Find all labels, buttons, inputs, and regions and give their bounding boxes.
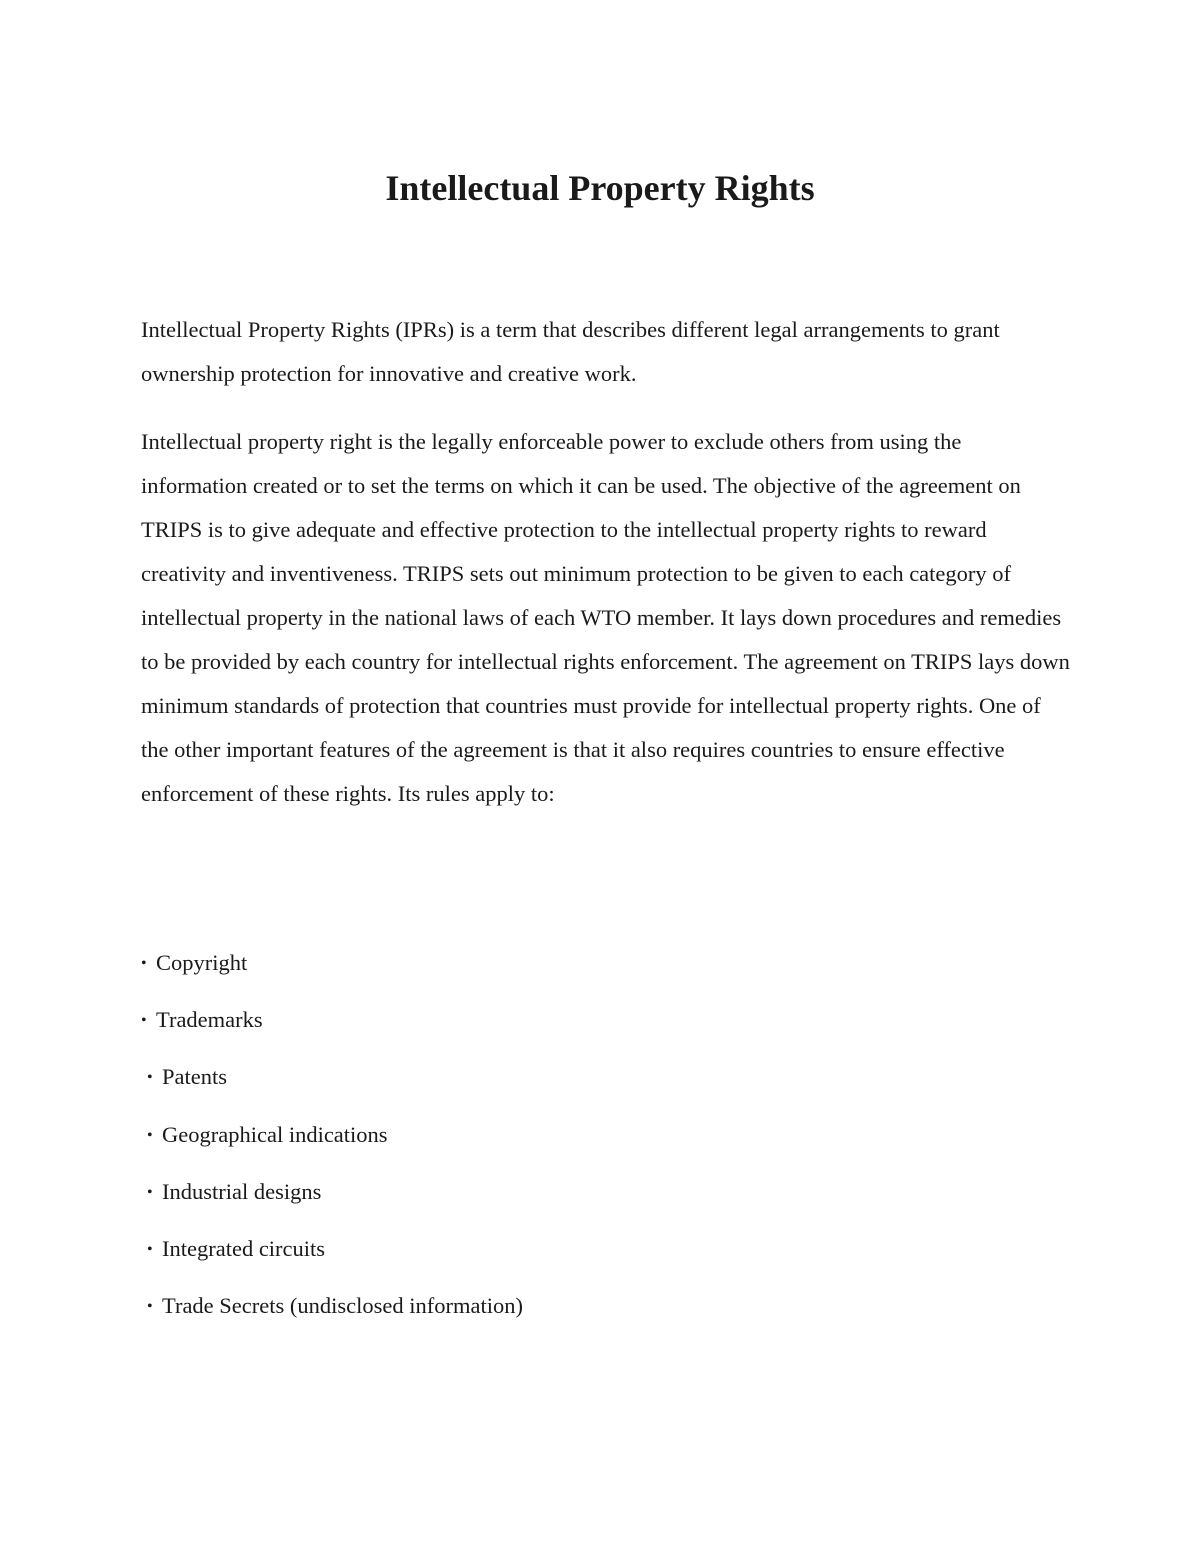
- list-item-label: Trade Secrets (undisclosed information): [162, 1293, 523, 1319]
- bullet-icon: •: [141, 1012, 147, 1030]
- list-item-label: Patents: [162, 1064, 227, 1090]
- trips-paragraph: Intellectual property right is the legally enforceable power to exclude others from using the information created or to set the terms on which it can be used. The objective of the agreement on TRIPS is to give adequate and effective protection to the intellectual property rights to reward creativity and inventiveness. TRIPS sets out minimum protection to be given to each category of intellectual property in the national laws of each WTO member. It lays down procedures and remedies to be provided by each country for intellectual rights enforcement. The agreement on TRIPS lays down minimum standards of protection that countries must provide for intellectual property rights. One of the other important features of the agreement is that it also requires countries to ensure effective enforcement of these rights. Its rules apply to:: [141, 429, 1070, 806]
- bullet-icon: •: [147, 1183, 153, 1201]
- list-item: [141, 1116, 523, 1173]
- bullet-icon: •: [147, 1240, 153, 1258]
- document-title: Intellectual Property Rights: [385, 168, 815, 208]
- list-item-label: Copyright: [156, 950, 248, 975]
- list-item: [141, 1058, 523, 1115]
- ip-categories-list: [141, 944, 523, 1344]
- list-item-label: Geographical indications: [162, 1121, 388, 1147]
- list-item: [141, 1173, 523, 1230]
- list-item-label: Trademarks: [156, 1007, 263, 1033]
- intro-paragraph: Intellectual Property Rights (IPRs) is a term that describes different legal arrangements to grant ownership protection for innovative and creative work.: [141, 317, 1000, 386]
- bullet-icon: •: [147, 1069, 153, 1087]
- list-item: [141, 1230, 523, 1287]
- list-item: [141, 944, 523, 1001]
- bullet-icon: •: [147, 1126, 153, 1144]
- list-item-label: Industrial designs: [162, 1178, 322, 1204]
- list-item: [141, 1001, 523, 1058]
- list-item: [141, 1287, 523, 1344]
- bullet-icon: •: [147, 1298, 153, 1316]
- bullet-icon: •: [141, 955, 147, 972]
- list-item-label: Integrated circuits: [162, 1235, 326, 1261]
